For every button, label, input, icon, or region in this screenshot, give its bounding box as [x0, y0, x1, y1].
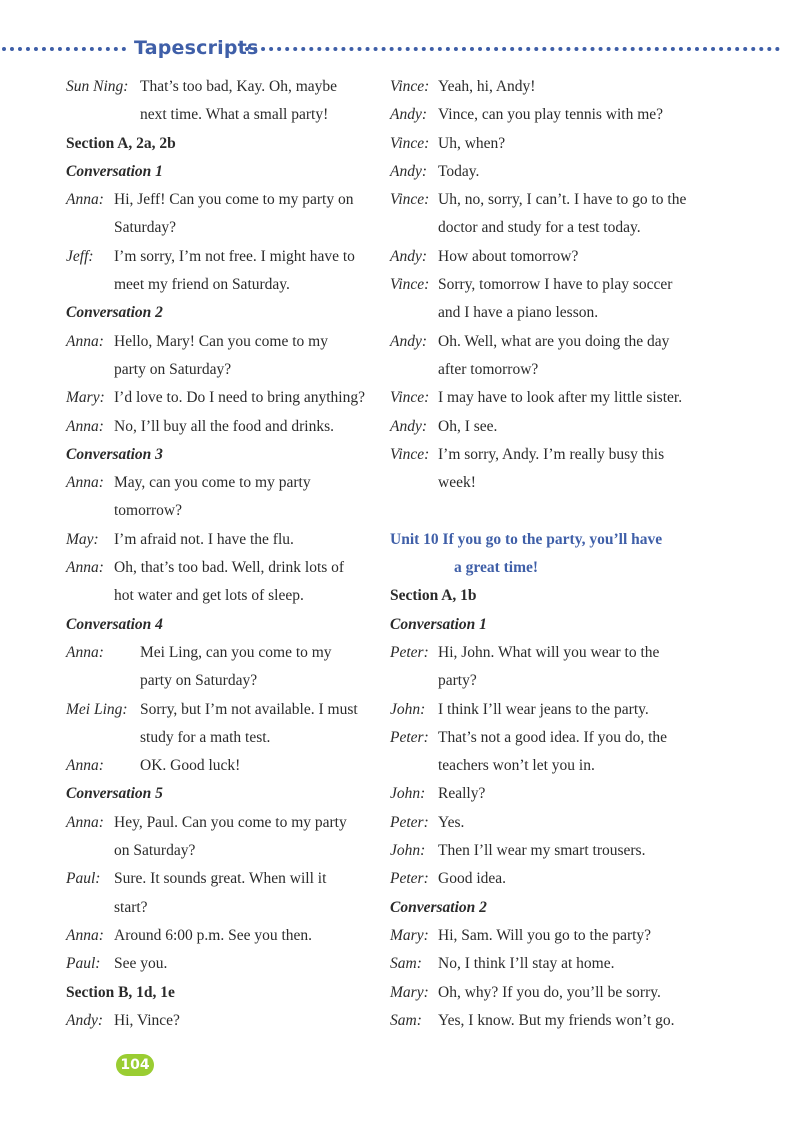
dialogue-line — [66, 667, 376, 695]
dialogue-text: teachers won’t let you in. — [438, 757, 595, 775]
speaker-name — [66, 582, 114, 610]
dialogue-line — [66, 696, 376, 724]
dialogue-text: See you. — [114, 955, 168, 973]
dialogue-turn — [390, 696, 720, 724]
dialogue-turn — [66, 639, 376, 696]
speaker-name — [66, 101, 140, 129]
dialogue-line — [390, 1007, 720, 1035]
dialogue-line — [390, 780, 720, 808]
speaker-name: Jeff: — [66, 247, 94, 265]
speaker-name: Vince: — [390, 445, 430, 463]
dialogue-line — [66, 356, 376, 384]
dialogue-line — [390, 214, 720, 242]
dialogue-text: party on Saturday? — [114, 360, 232, 378]
speaker-name: Sam: — [390, 955, 422, 973]
dialogue-text: Hey, Paul. Can you come to my party — [114, 813, 347, 831]
dialogue-text: hot water and get lots of sleep. — [114, 587, 304, 605]
speaker-name — [390, 299, 438, 327]
dialogue-text: I’m sorry, Andy. I’m really busy this — [438, 445, 665, 463]
dialogue-text: Then I’ll wear my smart trousers. — [438, 842, 646, 860]
dialogue-text: party on Saturday? — [140, 672, 258, 690]
dialogue-turn — [390, 271, 720, 328]
dialogue-text: Around 6:00 p.m. See you then. — [114, 926, 313, 944]
speaker-name: Andy: — [66, 1011, 104, 1029]
conversation-heading: Conversation 1 — [390, 615, 487, 633]
dialogue-turn — [66, 73, 376, 130]
conversation-heading: Conversation 5 — [66, 785, 163, 803]
conversation-heading: Conversation 2 — [66, 304, 163, 322]
dialogue-text: Vince, can you play tennis with me? — [438, 106, 664, 124]
conversation-heading: Conversation 2 — [390, 898, 487, 916]
speaker-name: Anna: — [66, 332, 104, 350]
speaker-name — [66, 724, 140, 752]
speaker-name — [66, 214, 114, 242]
dialogue-line — [66, 526, 376, 554]
dialogue-line — [66, 101, 376, 129]
dialogue-turn — [390, 950, 720, 978]
dialogue-text: Hi, Vince? — [114, 1011, 180, 1029]
right-column — [390, 73, 720, 1035]
dialogue-turn — [66, 554, 376, 611]
dialogue-text: Oh, that’s too bad. Well, drink lots of — [114, 559, 345, 577]
dialogue-line — [66, 865, 376, 893]
dialogue-text: Sure. It sounds great. When will it — [114, 870, 327, 888]
conversation-heading: Conversation 3 — [66, 445, 163, 463]
dialogue-text: I’m afraid not. I have the flu. — [114, 530, 294, 548]
dialogue-text: Hi, John. What will you wear to the — [438, 643, 660, 661]
dialogue-text: Hello, Mary! Can you come to my — [114, 332, 328, 350]
dialogue-line — [390, 696, 720, 724]
dialogue-text: May, can you come to my party — [114, 474, 311, 492]
dialogue-text: Saturday? — [114, 219, 176, 237]
dialogue-turn — [390, 865, 720, 893]
speaker-name — [66, 497, 114, 525]
dialogue-text: meet my friend on Saturday. — [114, 276, 290, 294]
section-heading: Section B, 1d, 1e — [66, 983, 175, 1001]
dialogue-line — [390, 73, 720, 101]
dialogue-line — [66, 554, 376, 582]
dialogue-turn — [66, 328, 376, 385]
dialogue-line — [66, 328, 376, 356]
dialogue-text: How about tomorrow? — [438, 247, 579, 265]
dialogue-turn — [390, 73, 720, 101]
speaker-name: Anna: — [66, 417, 104, 435]
dialogue-turn — [390, 243, 720, 271]
dialogue-line — [66, 271, 376, 299]
speaker-name: Anna: — [66, 559, 104, 577]
speaker-name: Anna: — [66, 926, 104, 944]
dialogue-line — [390, 130, 720, 158]
dialogue-text: Hi, Jeff! Can you come to my party on — [114, 191, 354, 209]
dialogue-text: Sorry, tomorrow I have to play soccer — [438, 276, 673, 294]
dialogue-line — [390, 101, 720, 129]
dialogue-turn — [66, 243, 376, 300]
dialogue-line — [66, 497, 376, 525]
speaker-name — [390, 469, 438, 497]
dialogue-line — [66, 582, 376, 610]
dialogue-text: I’d love to. Do I need to bring anything? — [114, 389, 365, 407]
dialogue-line — [390, 752, 720, 780]
dialogue-line — [390, 809, 720, 837]
speaker-name — [390, 214, 438, 242]
dialogue-line — [390, 865, 720, 893]
speaker-name: Peter: — [390, 643, 429, 661]
dialogue-line — [390, 667, 720, 695]
spacer — [390, 497, 720, 525]
section-heading: Section A, 2a, 2b — [66, 134, 176, 152]
speaker-name: Paul: — [66, 955, 101, 973]
dialogue-text: Mei Ling, can you come to my — [140, 643, 332, 661]
left-column — [66, 73, 376, 1035]
dialogue-text: I think I’ll wear jeans to the party. — [438, 700, 649, 718]
speaker-name: Anna: — [66, 191, 104, 209]
dialogue-turn — [66, 526, 376, 554]
dialogue-turn — [390, 1007, 720, 1035]
dialogue-line — [66, 384, 376, 412]
dialogue-turn — [66, 809, 376, 866]
dialogue-turn — [390, 837, 720, 865]
dialogue-text: doctor and study for a test today. — [438, 219, 641, 237]
speaker-name: Mary: — [390, 983, 429, 1001]
conversation-heading: Conversation 1 — [66, 162, 163, 180]
dialogue-turn — [390, 186, 720, 243]
dialogue-line — [390, 469, 720, 497]
header-dotted-rule-left — [2, 47, 126, 51]
dialogue-line — [390, 158, 720, 186]
dialogue-text: OK. Good luck! — [140, 757, 241, 775]
speaker-name: Vince: — [390, 78, 430, 95]
dialogue-turn — [66, 922, 376, 950]
dialogue-line — [66, 413, 376, 441]
dialogue-turn — [390, 413, 720, 441]
dialogue-text: on Saturday? — [114, 842, 196, 860]
dialogue-turn — [66, 469, 376, 526]
dialogue-text: party? — [438, 672, 477, 690]
dialogue-line — [390, 950, 720, 978]
speaker-name — [66, 894, 114, 922]
dialogue-turn — [66, 1007, 376, 1035]
dialogue-turn — [390, 441, 720, 498]
speaker-name: Anna: — [66, 474, 104, 492]
speaker-name: Mary: — [66, 389, 105, 407]
speaker-name: Vince: — [390, 191, 430, 209]
dialogue-text: Sorry, but I’m not available. I must — [140, 700, 358, 718]
dialogue-turn — [390, 780, 720, 808]
dialogue-line — [66, 243, 376, 271]
dialogue-line — [66, 809, 376, 837]
speaker-name: Peter: — [390, 813, 429, 831]
dialogue-text: Yes. — [438, 813, 465, 831]
dialogue-line — [390, 724, 720, 752]
speaker-name: Mei Ling: — [66, 700, 128, 718]
dialogue-line — [390, 299, 720, 327]
page-number-badge: 104 — [116, 1054, 154, 1076]
speaker-name — [390, 752, 438, 780]
speaker-name: Vince: — [390, 389, 430, 407]
speaker-name: Andy: — [390, 332, 428, 350]
dialogue-text: Good idea. — [438, 870, 507, 888]
dialogue-line — [390, 441, 720, 469]
dialogue-line — [390, 328, 720, 356]
speaker-name: Vince: — [390, 276, 430, 294]
unit-title-line: a great time! — [454, 559, 539, 577]
dialogue-turn — [390, 328, 720, 385]
dialogue-turn — [390, 158, 720, 186]
speaker-name: Andy: — [390, 162, 428, 180]
dialogue-text: tomorrow? — [114, 502, 183, 520]
dialogue-line — [390, 979, 720, 1007]
dialogue-line — [66, 724, 376, 752]
dialogue-text: I may have to look after my little sister. — [438, 389, 683, 407]
speaker-name: Paul: — [66, 870, 101, 888]
dialogue-line — [390, 356, 720, 384]
dialogue-turn — [66, 413, 376, 441]
dialogue-line — [66, 214, 376, 242]
dialogue-line — [66, 752, 376, 780]
dialogue-line — [390, 413, 720, 441]
dialogue-text: That’s not a good idea. If you do, the — [438, 728, 668, 746]
dialogue-turn — [390, 979, 720, 1007]
dialogue-text: Oh, why? If you do, you’ll be sorry. — [438, 983, 661, 1001]
dialogue-line — [390, 639, 720, 667]
page-header — [0, 37, 800, 61]
speaker-name — [66, 837, 114, 865]
dialogue-turn — [390, 639, 720, 696]
dialogue-turn — [390, 101, 720, 129]
dialogue-line — [390, 837, 720, 865]
dialogue-line — [390, 243, 720, 271]
dialogue-line — [390, 271, 720, 299]
dialogue-text: and I have a piano lesson. — [438, 304, 599, 322]
section-heading: Section A, 1b — [390, 587, 477, 605]
dialogue-text: Yes, I know. But my friends won’t go. — [438, 1011, 675, 1029]
dialogue-text: week! — [438, 474, 476, 492]
dialogue-text: Uh, no, sorry, I can’t. I have to go to the — [438, 191, 687, 209]
dialogue-turn — [390, 384, 720, 412]
dialogue-line — [66, 186, 376, 214]
dialogue-line — [66, 469, 376, 497]
dialogue-turn — [66, 696, 376, 753]
dialogue-text: after tomorrow? — [438, 360, 539, 378]
header-title: Tapescripts — [134, 37, 259, 59]
dialogue-line — [66, 950, 376, 978]
dialogue-text: study for a math test. — [140, 728, 271, 746]
speaker-name: Sam: — [390, 1011, 422, 1029]
speaker-name — [66, 356, 114, 384]
dialogue-text: start? — [114, 898, 148, 916]
dialogue-text: Really? — [438, 785, 486, 803]
dialogue-turn — [66, 186, 376, 243]
dialogue-turn — [390, 724, 720, 781]
speaker-name: Andy: — [390, 106, 428, 124]
dialogue-turn — [66, 950, 376, 978]
dialogue-line — [66, 639, 376, 667]
speaker-name: Mary: — [390, 926, 429, 944]
dialogue-turn — [66, 752, 376, 780]
dialogue-line — [390, 186, 720, 214]
dialogue-turn — [66, 384, 376, 412]
header-dotted-rule-right — [245, 47, 780, 51]
speaker-name: Anna: — [66, 643, 104, 661]
dialogue-text: Uh, when? — [438, 134, 506, 152]
dialogue-line — [66, 1007, 376, 1035]
dialogue-line — [390, 922, 720, 950]
dialogue-turn — [390, 922, 720, 950]
unit-title-line: Unit 10 If you go to the party, you’ll have — [390, 530, 663, 548]
dialogue-line — [390, 384, 720, 412]
speaker-name: Peter: — [390, 728, 429, 746]
speaker-name: May: — [66, 530, 99, 548]
dialogue-line — [66, 922, 376, 950]
dialogue-text: Yeah, hi, Andy! — [438, 78, 536, 95]
conversation-heading: Conversation 4 — [66, 615, 163, 633]
dialogue-line — [66, 73, 376, 101]
dialogue-text: Oh, I see. — [438, 417, 498, 435]
speaker-name: Anna: — [66, 757, 104, 775]
speaker-name: Sun Ning: — [66, 78, 129, 95]
dialogue-turn — [390, 130, 720, 158]
speaker-name — [66, 271, 114, 299]
dialogue-text: Hi, Sam. Will you go to the party? — [438, 926, 652, 944]
dialogue-turn — [390, 809, 720, 837]
dialogue-text: Today. — [438, 162, 480, 180]
speaker-name: Peter: — [390, 870, 429, 888]
speaker-name: Andy: — [390, 247, 428, 265]
dialogue-text: That’s too bad, Kay. Oh, maybe — [140, 78, 338, 95]
speaker-name — [66, 667, 140, 695]
speaker-name: Andy: — [390, 417, 428, 435]
speaker-name: John: — [390, 700, 426, 718]
dialogue-text: Oh. Well, what are you doing the day — [438, 332, 670, 350]
dialogue-turn — [66, 865, 376, 922]
dialogue-text: next time. What a small party! — [140, 106, 329, 124]
dialogue-text: No, I think I’ll stay at home. — [438, 955, 615, 973]
dialogue-text: No, I’ll buy all the food and drinks. — [114, 417, 334, 435]
speaker-name — [390, 667, 438, 695]
speaker-name: John: — [390, 785, 426, 803]
dialogue-text: I’m sorry, I’m not free. I might have to — [114, 247, 355, 265]
unit-title — [390, 526, 720, 583]
speaker-name — [390, 356, 438, 384]
dialogue-line — [66, 894, 376, 922]
dialogue-line — [66, 837, 376, 865]
speaker-name: Vince: — [390, 134, 430, 152]
speaker-name: Anna: — [66, 813, 104, 831]
speaker-name: John: — [390, 842, 426, 860]
